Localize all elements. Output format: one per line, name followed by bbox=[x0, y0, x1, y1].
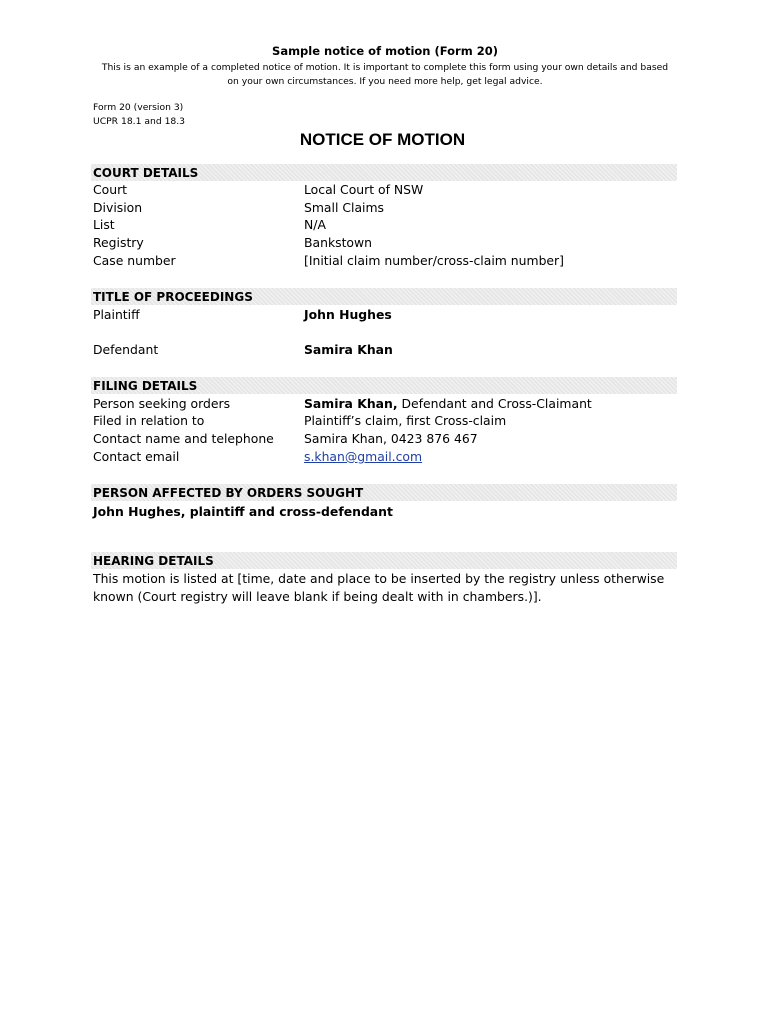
section-court-details bbox=[91, 164, 677, 181]
registry-label: Registry bbox=[93, 235, 144, 250]
email-row bbox=[93, 448, 677, 466]
section-hearing-details bbox=[91, 552, 677, 569]
list-value: N/A bbox=[304, 217, 326, 232]
division-label: Division bbox=[93, 200, 143, 215]
court-value: Local Court of NSW bbox=[304, 182, 424, 197]
list-row bbox=[93, 216, 677, 234]
section-filing-details-label: FILING DETAILS bbox=[93, 379, 198, 393]
division-row bbox=[93, 199, 677, 217]
section-person-affected bbox=[91, 484, 677, 501]
plaintiff-value: John Hughes bbox=[304, 307, 392, 322]
filed-in-relation-label: Filed in relation to bbox=[93, 413, 205, 428]
plaintiff-row bbox=[93, 306, 677, 324]
page-title: NOTICE OF MOTION bbox=[299, 130, 466, 149]
section-hearing-details-label: HEARING DETAILS bbox=[93, 554, 214, 568]
form-version: Form 20 (version 3) bbox=[93, 102, 184, 113]
section-filing-details bbox=[91, 377, 677, 394]
person-affected-value: John Hughes, plaintiff and cross-defendant bbox=[93, 504, 393, 519]
filed-in-relation-row bbox=[93, 412, 677, 430]
sample-intro-line-2: on your own circumstances. If you need more help, get legal advice. bbox=[227, 76, 543, 87]
registry-value: Bankstown bbox=[304, 235, 373, 250]
hearing-details-text: This motion is listed at [time, date and place to be inserted by the registry unless otherwise known (Court registry will leave blank if being dealt with in chambers.)]. bbox=[93, 571, 665, 604]
person-seeking-orders-role: Defendant and Cross-Claimant bbox=[397, 396, 592, 411]
contact-value: Samira Khan, 0423 876 467 bbox=[304, 431, 478, 446]
court-row bbox=[93, 181, 677, 199]
list-label: List bbox=[93, 217, 115, 232]
email-link[interactable]: s.khan@gmail.com bbox=[304, 449, 423, 464]
plaintiff-label: Plaintiff bbox=[93, 307, 140, 322]
section-title-of-proceedings-label: TITLE OF PROCEEDINGS bbox=[93, 290, 253, 304]
sample-intro bbox=[90, 61, 680, 89]
section-title-of-proceedings bbox=[91, 288, 677, 305]
registry-row bbox=[93, 234, 677, 252]
case-number-value: [Initial claim number/cross-claim number] bbox=[304, 253, 564, 268]
court-label: Court bbox=[93, 182, 128, 197]
person-seeking-orders-row bbox=[93, 395, 677, 413]
contact-label: Contact name and telephone bbox=[93, 431, 274, 446]
case-number-label: Case number bbox=[93, 253, 176, 268]
email-label: Contact email bbox=[93, 449, 180, 464]
defendant-value: Samira Khan bbox=[304, 342, 393, 357]
sample-title: Sample notice of motion (Form 20) bbox=[272, 44, 498, 58]
filed-in-relation-value: Plaintiff’s claim, first Cross-claim bbox=[304, 413, 507, 428]
division-value: Small Claims bbox=[304, 200, 385, 215]
form-rules: UCPR 18.1 and 18.3 bbox=[93, 116, 186, 127]
defendant-row bbox=[93, 341, 677, 359]
contact-row bbox=[93, 430, 677, 448]
section-person-affected-label: PERSON AFFECTED BY ORDERS SOUGHT bbox=[93, 486, 364, 500]
defendant-label: Defendant bbox=[93, 342, 159, 357]
person-seeking-orders-name: Samira Khan, bbox=[304, 396, 398, 411]
person-seeking-orders-label: Person seeking orders bbox=[93, 396, 231, 411]
sample-intro-line-1: This is an example of a completed notice of motion. It is important to complete this form using your own details and based bbox=[101, 62, 669, 73]
person-seeking-orders-value bbox=[304, 395, 592, 413]
section-court-details-label: COURT DETAILS bbox=[93, 166, 199, 180]
case-number-row bbox=[93, 252, 677, 270]
